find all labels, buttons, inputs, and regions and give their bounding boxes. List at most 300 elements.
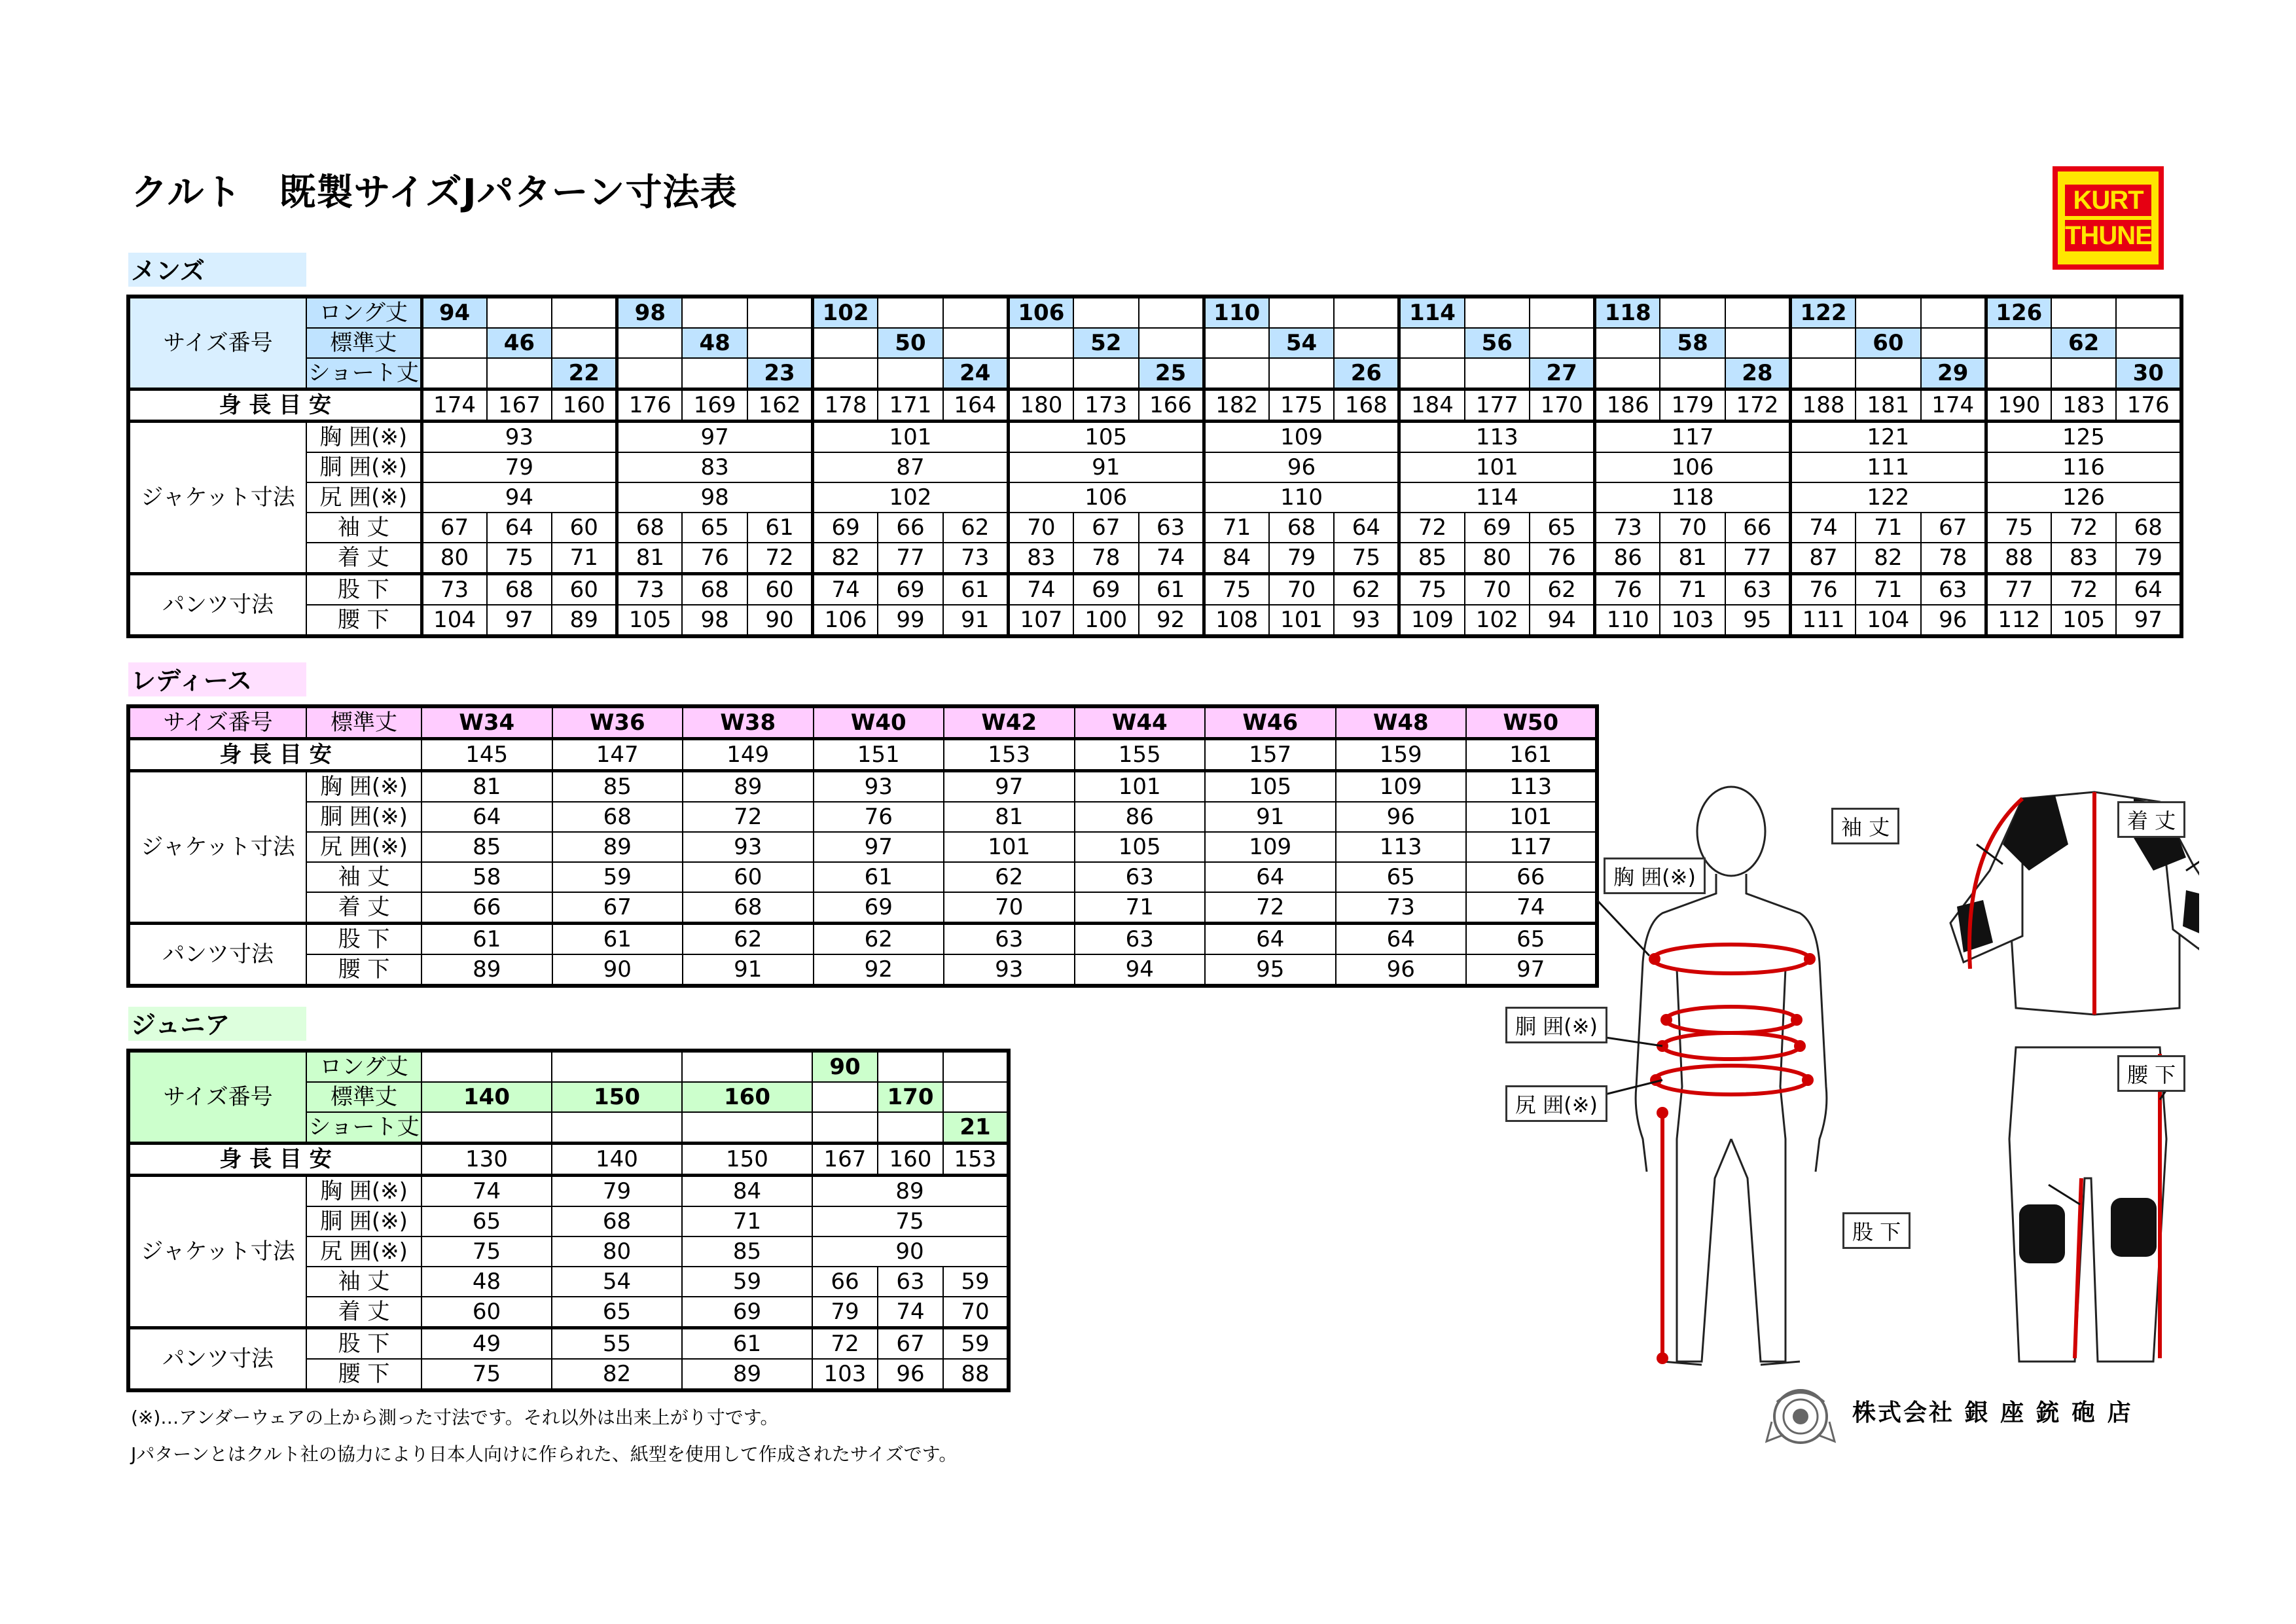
mens-inseam: 77 xyxy=(1986,574,2051,605)
mens-sleeve: 75 xyxy=(1986,513,2051,543)
junior-chest: 79 xyxy=(552,1176,682,1207)
size-number-label: サイズ番号 xyxy=(128,1051,306,1144)
table-cell xyxy=(422,1051,552,1082)
junior-inseam: 61 xyxy=(682,1328,812,1360)
mens-hip: 122 xyxy=(1790,482,1986,513)
junior-hip: 80 xyxy=(552,1236,682,1267)
mens-sleeve: 74 xyxy=(1790,513,1856,543)
table-cell xyxy=(1073,358,1139,389)
mens-long-size: 118 xyxy=(1595,297,1660,328)
table-row xyxy=(128,422,2181,453)
mens-chest: 117 xyxy=(1595,422,1791,453)
table-row xyxy=(128,574,2181,605)
inseam-label: 股 下 xyxy=(306,574,422,605)
mens-standard-size: 54 xyxy=(1269,328,1335,358)
ladies-sleeve: 60 xyxy=(683,862,814,892)
table-cell xyxy=(1399,358,1465,389)
callout-chest: 胸 囲(※) xyxy=(1604,857,1706,894)
mens-sleeve: 66 xyxy=(878,513,943,543)
table-cell xyxy=(1139,328,1204,358)
mens-sleeve: 67 xyxy=(422,513,487,543)
mens-waist: 96 xyxy=(1204,452,1399,482)
mens-height: 175 xyxy=(1269,389,1335,422)
outseam-label: 腰 下 xyxy=(306,605,422,636)
jacket-label: ジャケット寸法 xyxy=(128,422,306,574)
junior-sleeve: 66 xyxy=(812,1267,878,1297)
mens-short-size: 30 xyxy=(2116,358,2181,389)
mens-sleeve: 64 xyxy=(487,513,552,543)
table-row xyxy=(128,297,2181,328)
mens-outseam: 95 xyxy=(1725,605,1791,636)
table-cell xyxy=(2116,297,2181,328)
ladies-sleeve: 59 xyxy=(552,862,683,892)
ladies-height: 159 xyxy=(1336,739,1467,771)
table-row xyxy=(128,358,2181,389)
ladies-waist: 76 xyxy=(814,802,944,832)
mens-outseam: 110 xyxy=(1595,605,1660,636)
mens-height: 180 xyxy=(1008,389,1073,422)
table-cell xyxy=(747,328,813,358)
ladies-height: 161 xyxy=(1466,739,1597,771)
mens-length: 79 xyxy=(1269,543,1335,574)
mens-outseam: 112 xyxy=(1986,605,2051,636)
table-cell xyxy=(1073,297,1139,328)
ladies-height: 145 xyxy=(422,739,552,771)
table-cell xyxy=(812,1082,878,1112)
mens-inseam: 72 xyxy=(2051,574,2117,605)
ladies-waist: 86 xyxy=(1075,802,1206,832)
junior-chest: 89 xyxy=(812,1176,1009,1207)
ladies-chest: 101 xyxy=(1075,771,1206,803)
mens-outseam: 106 xyxy=(813,605,878,636)
outseam-label: 腰 下 xyxy=(306,1359,422,1390)
mens-standard-size: 52 xyxy=(1073,328,1139,358)
mens-sleeve: 71 xyxy=(1856,513,1921,543)
junior-standard-size: 140 xyxy=(422,1082,552,1112)
mens-inseam: 75 xyxy=(1399,574,1465,605)
mens-inseam: 74 xyxy=(813,574,878,605)
mens-length: 79 xyxy=(2116,543,2181,574)
mens-length: 75 xyxy=(1334,543,1399,574)
mens-sleeve: 65 xyxy=(682,513,747,543)
height-label: 身 長 目 安 xyxy=(128,389,422,422)
junior-sleeve: 59 xyxy=(943,1267,1009,1297)
table-cell xyxy=(682,1051,812,1082)
ladies-length: 67 xyxy=(552,892,683,924)
table-row xyxy=(128,706,1597,739)
ladies-inseam: 63 xyxy=(944,924,1075,955)
sleeve-label: 袖 丈 xyxy=(306,513,422,543)
ladies-inseam: 62 xyxy=(683,924,814,955)
logo-line-2: THUNE xyxy=(2065,221,2152,250)
table-cell xyxy=(422,1112,552,1144)
ladies-length: 73 xyxy=(1336,892,1467,924)
jacket-label: ジャケット寸法 xyxy=(128,1176,306,1328)
ladies-hip: 113 xyxy=(1336,832,1467,862)
mens-waist: 116 xyxy=(1986,452,2181,482)
mens-inseam: 61 xyxy=(1139,574,1204,605)
mens-sleeve: 61 xyxy=(747,513,813,543)
mens-sleeve: 70 xyxy=(1008,513,1073,543)
mens-chest: 109 xyxy=(1204,422,1399,453)
junior-height: 130 xyxy=(422,1144,552,1176)
ladies-outseam: 89 xyxy=(422,954,552,986)
mens-height: 182 xyxy=(1204,389,1269,422)
mens-height: 160 xyxy=(552,389,617,422)
table-row xyxy=(128,771,1597,803)
junior-inseam: 49 xyxy=(422,1328,552,1360)
mens-inseam: 63 xyxy=(1921,574,1986,605)
table-cell xyxy=(1595,328,1660,358)
ladies-waist: 81 xyxy=(944,802,1075,832)
mens-sleeve: 72 xyxy=(1399,513,1465,543)
table-row xyxy=(128,954,1597,986)
table-cell xyxy=(1139,297,1204,328)
table-cell xyxy=(2051,297,2117,328)
table-cell xyxy=(878,297,943,328)
mens-height: 184 xyxy=(1399,389,1465,422)
table-row xyxy=(128,1176,1009,1207)
mens-chest: 93 xyxy=(422,422,617,453)
table-cell xyxy=(552,1051,682,1082)
table-cell xyxy=(1008,328,1073,358)
mens-inseam: 74 xyxy=(1008,574,1073,605)
mens-length: 88 xyxy=(1986,543,2051,574)
junior-length: 74 xyxy=(878,1297,943,1328)
mens-hip: 106 xyxy=(1008,482,1204,513)
mens-height: 167 xyxy=(487,389,552,422)
table-cell xyxy=(1660,358,1725,389)
ladies-size: W40 xyxy=(814,706,944,739)
size-number-label: サイズ番号 xyxy=(128,706,306,739)
table-cell xyxy=(1204,328,1269,358)
mens-length: 73 xyxy=(943,543,1009,574)
mens-size-table xyxy=(126,295,2183,638)
table-cell xyxy=(1269,297,1335,328)
table-cell xyxy=(487,358,552,389)
table-row xyxy=(128,1144,1009,1176)
mens-sleeve: 63 xyxy=(1139,513,1204,543)
mens-short-size: 27 xyxy=(1530,358,1595,389)
table-row xyxy=(128,389,2181,422)
callout-inseam: 股 下 xyxy=(1842,1212,1910,1249)
mens-long-size: 102 xyxy=(813,297,878,328)
mens-hip: 94 xyxy=(422,482,617,513)
chest-label: 胸 囲(※) xyxy=(306,1176,422,1207)
junior-section-label: ジュニア xyxy=(128,1007,306,1041)
table-row xyxy=(128,739,1597,771)
ladies-inseam: 64 xyxy=(1205,924,1336,955)
ladies-chest: 113 xyxy=(1466,771,1597,803)
junior-waist: 71 xyxy=(682,1206,812,1236)
junior-outseam: 88 xyxy=(943,1359,1009,1390)
ladies-waist: 64 xyxy=(422,802,552,832)
junior-inseam: 67 xyxy=(878,1328,943,1360)
table-cell xyxy=(1399,328,1465,358)
mens-waist: 91 xyxy=(1008,452,1204,482)
mens-height: 164 xyxy=(943,389,1009,422)
mens-inseam: 68 xyxy=(682,574,747,605)
table-cell xyxy=(617,358,683,389)
mens-sleeve: 64 xyxy=(1334,513,1399,543)
mens-inseam: 68 xyxy=(487,574,552,605)
ladies-inseam: 61 xyxy=(422,924,552,955)
mens-inseam: 71 xyxy=(1660,574,1725,605)
mens-short-size: 25 xyxy=(1139,358,1204,389)
mens-sleeve: 70 xyxy=(1660,513,1725,543)
mens-standard-size: 46 xyxy=(487,328,552,358)
pants-label: パンツ寸法 xyxy=(128,1328,306,1391)
ladies-inseam: 61 xyxy=(552,924,683,955)
table-cell xyxy=(682,358,747,389)
mens-standard-size: 60 xyxy=(1856,328,1921,358)
ladies-waist: 72 xyxy=(683,802,814,832)
junior-hip: 75 xyxy=(422,1236,552,1267)
ladies-inseam: 65 xyxy=(1466,924,1597,955)
mens-inseam: 71 xyxy=(1856,574,1921,605)
ladies-sleeve: 63 xyxy=(1075,862,1206,892)
pants-label: パンツ寸法 xyxy=(128,924,306,986)
mens-inseam: 76 xyxy=(1790,574,1856,605)
waist-label: 胴 囲(※) xyxy=(306,452,422,482)
mens-outseam: 91 xyxy=(943,605,1009,636)
mens-outseam: 105 xyxy=(2051,605,2117,636)
mens-outseam: 108 xyxy=(1204,605,1269,636)
mens-standard-size: 58 xyxy=(1660,328,1725,358)
kurt-thune-logo xyxy=(2053,166,2164,270)
ladies-hip: 101 xyxy=(944,832,1075,862)
table-cell xyxy=(1921,328,1986,358)
ladies-size: W38 xyxy=(683,706,814,739)
mens-outseam: 96 xyxy=(1921,605,1986,636)
mens-outseam: 99 xyxy=(878,605,943,636)
mens-waist: 87 xyxy=(813,452,1009,482)
page-title: クルト 既製サイズJパターン寸法表 xyxy=(131,171,738,214)
table-cell xyxy=(1530,328,1595,358)
junior-standard-size: 150 xyxy=(552,1082,682,1112)
mens-section-label: メンズ xyxy=(128,253,306,287)
ladies-size: W50 xyxy=(1466,706,1597,739)
table-cell xyxy=(1790,358,1856,389)
mens-outseam: 101 xyxy=(1269,605,1335,636)
ladies-outseam: 95 xyxy=(1205,954,1336,986)
mens-inseam: 61 xyxy=(943,574,1009,605)
ladies-length: 71 xyxy=(1075,892,1206,924)
mens-inseam: 63 xyxy=(1725,574,1791,605)
mens-sleeve: 62 xyxy=(943,513,1009,543)
ladies-size: W34 xyxy=(422,706,552,739)
junior-outseam: 82 xyxy=(552,1359,682,1390)
ladies-chest: 105 xyxy=(1205,771,1336,803)
table-cell xyxy=(1204,358,1269,389)
junior-height: 140 xyxy=(552,1144,682,1176)
junior-length: 70 xyxy=(943,1297,1009,1328)
table-cell xyxy=(943,297,1009,328)
mens-length: 81 xyxy=(1660,543,1725,574)
mens-waist: 111 xyxy=(1790,452,1986,482)
table-cell xyxy=(1856,358,1921,389)
junior-inseam: 72 xyxy=(812,1328,878,1360)
table-cell xyxy=(878,358,943,389)
mens-outseam: 103 xyxy=(1660,605,1725,636)
table-cell xyxy=(1856,297,1921,328)
table-cell xyxy=(1465,297,1530,328)
mens-length: 83 xyxy=(1008,543,1073,574)
mens-hip: 102 xyxy=(813,482,1009,513)
ladies-inseam: 64 xyxy=(1336,924,1467,955)
table-cell xyxy=(1790,328,1856,358)
mens-length: 84 xyxy=(1204,543,1269,574)
ladies-chest: 85 xyxy=(552,771,683,803)
mens-long-size: 94 xyxy=(422,297,487,328)
table-cell xyxy=(812,1112,878,1144)
long-label: ロング丈 xyxy=(306,1051,422,1082)
ladies-height: 157 xyxy=(1205,739,1336,771)
mens-chest: 125 xyxy=(1986,422,2181,453)
table-cell xyxy=(813,358,878,389)
table-cell xyxy=(1465,358,1530,389)
table-row xyxy=(128,924,1597,955)
ginza-emblem-icon xyxy=(1764,1382,1837,1448)
ladies-height: 147 xyxy=(552,739,683,771)
mens-hip: 118 xyxy=(1595,482,1791,513)
mens-sleeve: 60 xyxy=(552,513,617,543)
mens-height: 162 xyxy=(747,389,813,422)
mens-short-size: 28 xyxy=(1725,358,1791,389)
junior-sleeve: 48 xyxy=(422,1267,552,1297)
ladies-height: 151 xyxy=(814,739,944,771)
mens-sleeve: 71 xyxy=(1204,513,1269,543)
mens-sleeve: 72 xyxy=(2051,513,2117,543)
mens-inseam: 70 xyxy=(1269,574,1335,605)
mens-sleeve: 68 xyxy=(617,513,683,543)
mens-inseam: 69 xyxy=(1073,574,1139,605)
junior-outseam: 89 xyxy=(682,1359,812,1390)
ladies-sleeve: 58 xyxy=(422,862,552,892)
mens-length: 72 xyxy=(747,543,813,574)
mens-outseam: 93 xyxy=(1334,605,1399,636)
mens-length: 77 xyxy=(878,543,943,574)
ladies-chest: 89 xyxy=(683,771,814,803)
callout-waist: 胴 囲(※) xyxy=(1505,1007,1607,1043)
ladies-outseam: 92 xyxy=(814,954,944,986)
junior-chest: 74 xyxy=(422,1176,552,1207)
standard-label: 標準丈 xyxy=(306,706,422,739)
mens-height: 176 xyxy=(617,389,683,422)
junior-outseam: 75 xyxy=(422,1359,552,1390)
ladies-chest: 97 xyxy=(944,771,1075,803)
junior-size-table xyxy=(126,1049,1011,1392)
ladies-outseam: 91 xyxy=(683,954,814,986)
mens-height: 181 xyxy=(1856,389,1921,422)
ladies-size: W36 xyxy=(552,706,683,739)
sleeve-label: 袖 丈 xyxy=(306,862,422,892)
junior-waist: 68 xyxy=(552,1206,682,1236)
mens-sleeve: 67 xyxy=(1073,513,1139,543)
short-label: ショート丈 xyxy=(306,1112,422,1144)
mens-long-size: 122 xyxy=(1790,297,1856,328)
ladies-length: 68 xyxy=(683,892,814,924)
table-cell xyxy=(1530,297,1595,328)
junior-standard-size: 160 xyxy=(682,1082,812,1112)
table-cell xyxy=(552,297,617,328)
table-cell xyxy=(943,1082,1009,1112)
mens-sleeve: 66 xyxy=(1725,513,1791,543)
standard-label: 標準丈 xyxy=(306,328,422,358)
junior-long-size: 90 xyxy=(812,1051,878,1082)
mens-inseam: 62 xyxy=(1530,574,1595,605)
mens-sleeve: 68 xyxy=(2116,513,2181,543)
ladies-length: 74 xyxy=(1466,892,1597,924)
length-label: 着 丈 xyxy=(306,543,422,574)
ladies-size: W42 xyxy=(944,706,1075,739)
chest-label: 胸 囲(※) xyxy=(306,422,422,453)
mens-length: 82 xyxy=(813,543,878,574)
note-j-pattern: Jパターンとはクルト社の協力により日本人向けに作られた、紙型を使用して作成されたサイズです。 xyxy=(131,1443,958,1465)
ladies-waist: 101 xyxy=(1466,802,1597,832)
mens-height: 183 xyxy=(2051,389,2117,422)
mens-outseam: 104 xyxy=(422,605,487,636)
mens-outseam: 111 xyxy=(1790,605,1856,636)
ladies-outseam: 96 xyxy=(1336,954,1467,986)
table-cell xyxy=(487,297,552,328)
mens-waist: 83 xyxy=(617,452,813,482)
mens-outseam: 109 xyxy=(1399,605,1465,636)
mens-standard-size: 62 xyxy=(2051,328,2117,358)
table-cell xyxy=(1725,328,1791,358)
mens-standard-size: 48 xyxy=(682,328,747,358)
mens-hip: 110 xyxy=(1204,482,1399,513)
mens-length: 86 xyxy=(1595,543,1660,574)
mens-length: 75 xyxy=(487,543,552,574)
mens-height: 179 xyxy=(1660,389,1725,422)
callout-outseam: 腰 下 xyxy=(2117,1055,2185,1092)
junior-short-size: 21 xyxy=(943,1112,1009,1144)
table-row xyxy=(128,1328,1009,1360)
mens-long-size: 106 xyxy=(1008,297,1073,328)
ladies-size: W44 xyxy=(1075,706,1206,739)
mens-inseam: 70 xyxy=(1465,574,1530,605)
mens-waist: 101 xyxy=(1399,452,1595,482)
sleeve-label: 袖 丈 xyxy=(306,1267,422,1297)
ladies-hip: 85 xyxy=(422,832,552,862)
mens-length: 76 xyxy=(682,543,747,574)
junior-waist: 75 xyxy=(812,1206,1009,1236)
ladies-length: 70 xyxy=(944,892,1075,924)
mens-sleeve: 73 xyxy=(1595,513,1660,543)
mens-hip: 98 xyxy=(617,482,813,513)
mens-short-size: 29 xyxy=(1921,358,1986,389)
mens-length: 76 xyxy=(1530,543,1595,574)
waist-label: 胴 囲(※) xyxy=(306,1206,422,1236)
ladies-chest: 109 xyxy=(1336,771,1467,803)
measurement-illustration xyxy=(1505,772,2199,1375)
mens-inseam: 76 xyxy=(1595,574,1660,605)
ladies-inseam: 63 xyxy=(1075,924,1206,955)
junior-height: 150 xyxy=(682,1144,812,1176)
junior-sleeve: 54 xyxy=(552,1267,682,1297)
mens-height: 178 xyxy=(813,389,878,422)
height-label: 身 長 目 安 xyxy=(128,1144,422,1176)
mens-sleeve: 67 xyxy=(1921,513,1986,543)
ladies-size: W46 xyxy=(1205,706,1336,739)
mens-length: 80 xyxy=(422,543,487,574)
junior-inseam: 59 xyxy=(943,1328,1009,1360)
mens-long-size: 98 xyxy=(617,297,683,328)
ladies-chest: 81 xyxy=(422,771,552,803)
mens-inseam: 69 xyxy=(878,574,943,605)
mens-short-size: 23 xyxy=(747,358,813,389)
